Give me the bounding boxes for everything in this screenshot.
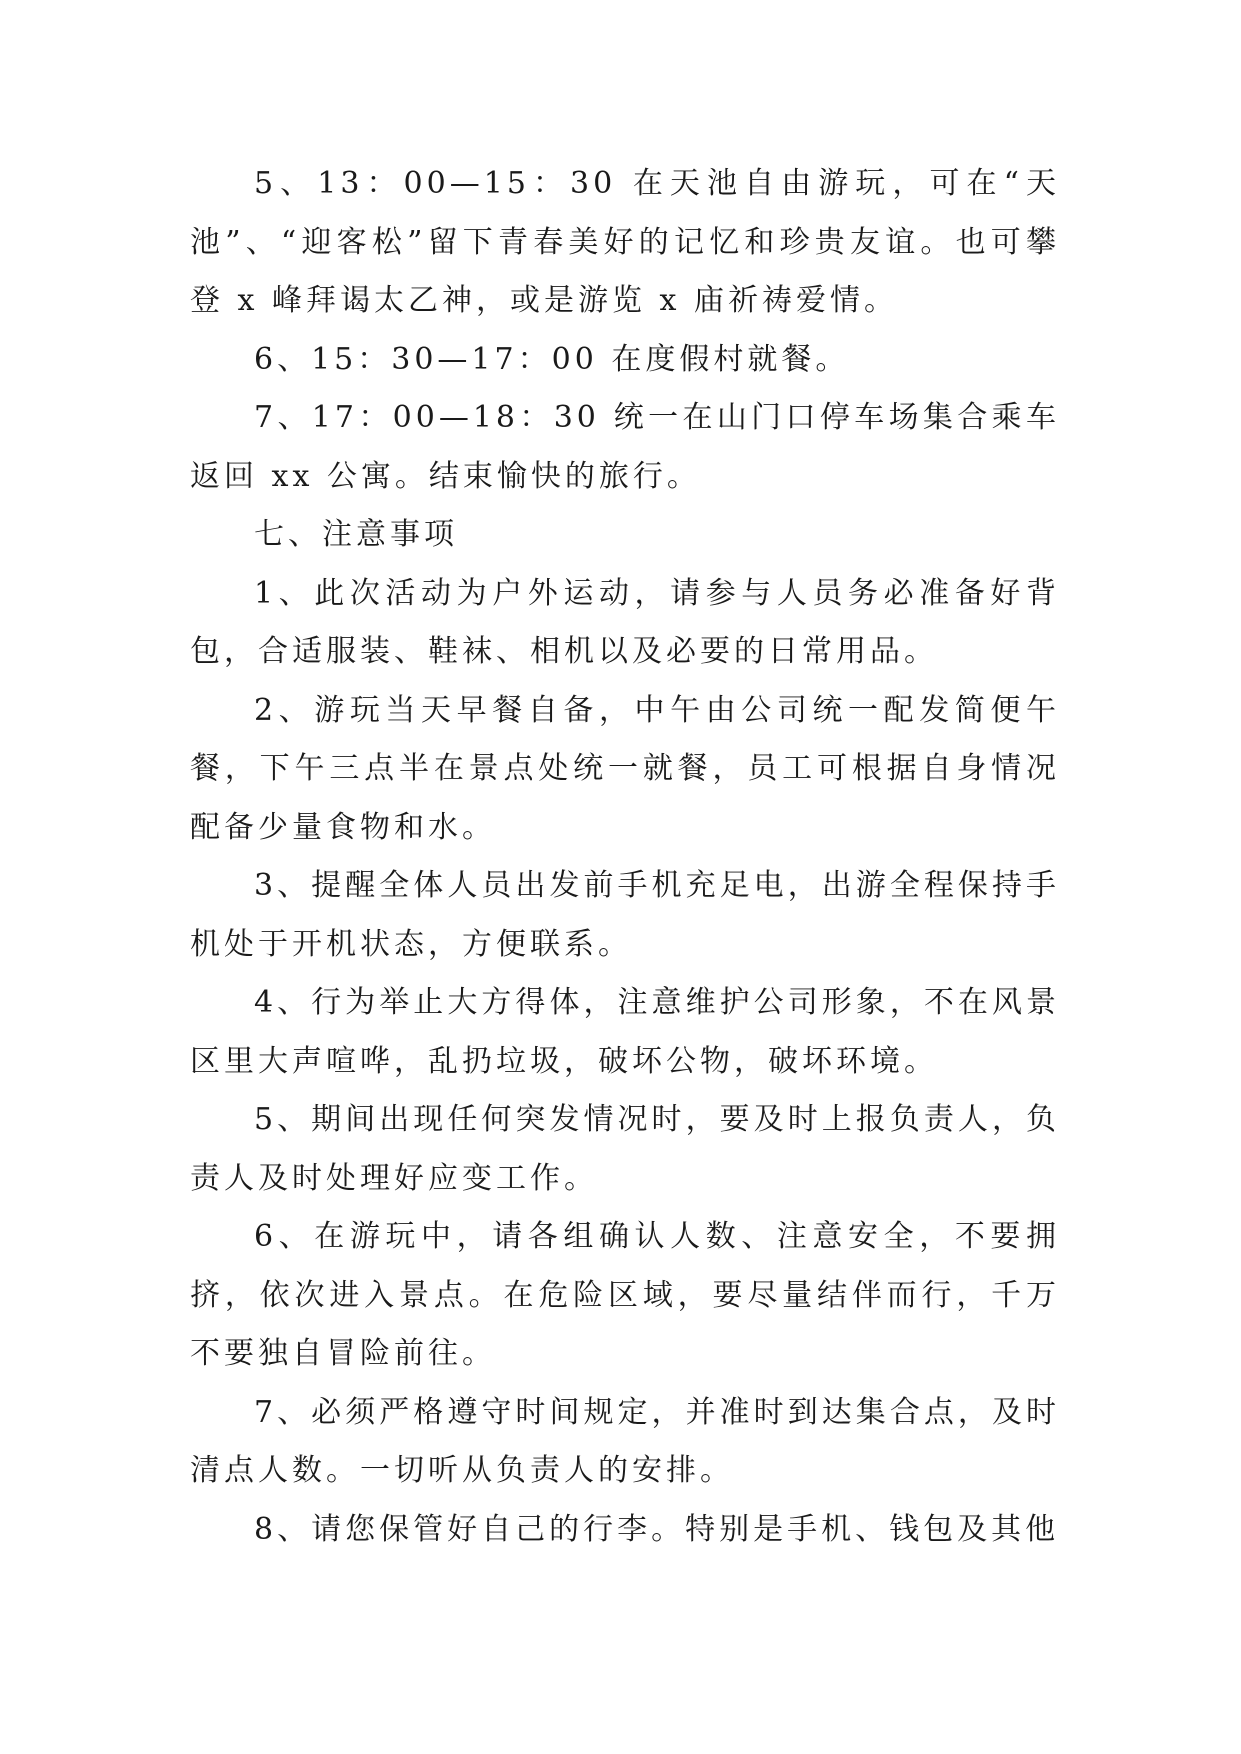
paragraph-item-6-schedule: 6、15：30—17：00 在度假村就餐。	[254, 341, 850, 377]
notes-item-6: 6、在游玩中，请各组确认人数、注意安全，不要拥挤，依次进入景点。在危险区域，要尽量结伴而行，千万不要独自冒险前往。	[190, 1219, 1060, 1371]
section-heading-notes: 七、注意事项	[254, 517, 458, 552]
notes-item-4: 4、行为举止大方得体，注意维护公司形象，不在风景区里大声喧哗，乱扔垃圾，破坏公物，破坏环境。	[190, 985, 1060, 1079]
notes-item-8: 8、请您保管好自己的行李。特别是手机、钱包及其他	[254, 1511, 1060, 1547]
notes-item-1: 1、此次活动为户外运动，请参与人员务必准备好背包，合适服装、鞋袜、相机以及必要的日常用品。	[190, 575, 1060, 669]
paragraph-item-5-schedule: 5、13：00—15：30 在天池自由游玩，可在“天池”、“迎客松”留下青春美好的记忆和珍贵友谊。也可攀登 x 峰拜谒太乙神，或是游览 x 庙祈祷爱情。	[190, 166, 1060, 318]
paragraph-item-7-schedule: 7、17：00—18：30 统一在山门口停车场集合乘车返回 xx 公寓。结束愉快的旅行。	[190, 400, 1060, 494]
notes-item-3: 3、提醒全体人员出发前手机充足电，出游全程保持手机处于开机状态，方便联系。	[190, 868, 1060, 962]
notes-item-7: 7、必须严格遵守时间规定，并准时到达集合点，及时清点人数。一切听从负责人的安排。	[190, 1394, 1060, 1488]
notes-item-5: 5、期间出现任何突发情况时，要及时上报负责人，负责人及时处理好应变工作。	[190, 1102, 1060, 1196]
document-body	[190, 155, 1060, 1559]
notes-item-2: 2、游玩当天早餐自备，中午由公司统一配发简便午餐，下午三点半在景点处统一就餐，员工可根据自身情况配备少量食物和水。	[190, 692, 1060, 845]
